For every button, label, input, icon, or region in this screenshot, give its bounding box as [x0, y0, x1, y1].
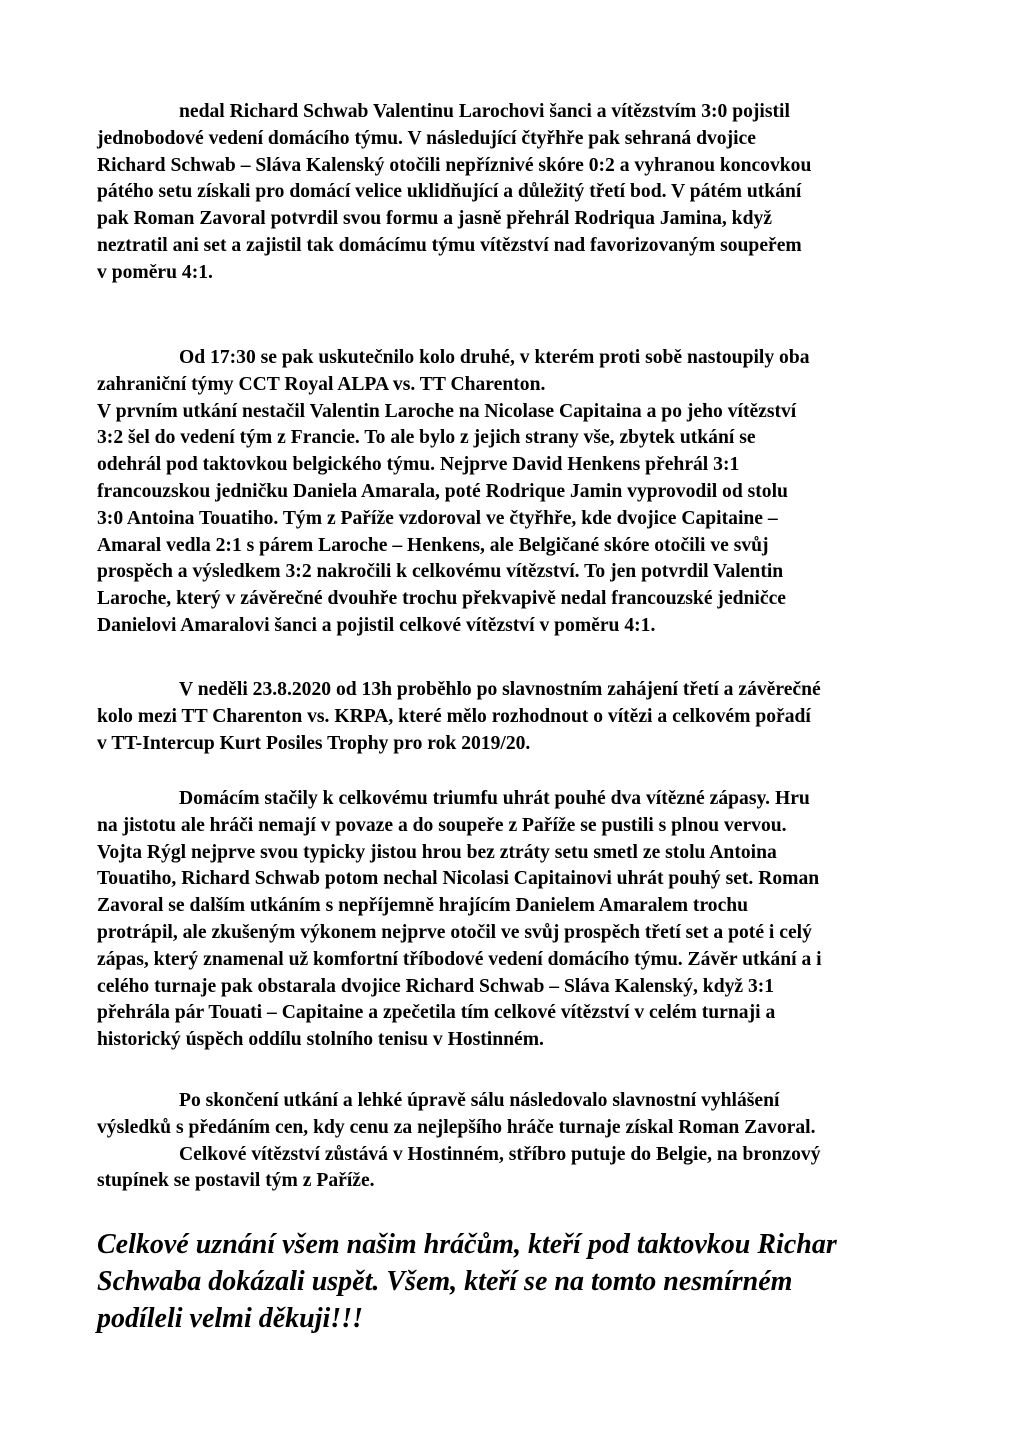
- closing-line: podíleli velmi děkuji!!!: [97, 1303, 363, 1334]
- text-line: odehrál pod taktovkou belgického týmu. Nejprve David Henkens přehrál 3:1: [97, 454, 740, 476]
- text-line: kolo mezi TT Charenton vs. KRPA, které mělo rozhodnout o vítězi a celkovém pořadí: [97, 705, 811, 727]
- text-line: Po skončení utkání a lehké úpravě sálu následovalo slavnostní vyhlášení: [179, 1090, 780, 1111]
- text-line: zápas, který znamenal už komfortní tříbodové vedení domácího týmu. Závěr utkání a i: [97, 948, 822, 970]
- text-line: přehrála pár Touati – Capitaine a zpečetila tím celkové vítězství v celém turnaji a: [97, 1002, 776, 1024]
- text-line: protrápil, ale zkušeným výkonem nejprve otočil ve svůj prospěch třetí set a poté i celý: [97, 921, 812, 943]
- text-line: Laroche, který v závěrečné dvouhře trochu překvapivě nedal francouzské jedničce: [97, 588, 786, 610]
- text-line: zahraniční týmy CCT Royal ALPA vs. TT Charenton.: [97, 373, 546, 395]
- paragraph-third-round: [97, 677, 927, 757]
- text-line: V prvním utkání nestačil Valentin Laroche na Nicolase Capitaina a po jeho vítězství: [97, 400, 797, 422]
- paragraph-awards: [97, 1088, 927, 1195]
- text-line: pátého setu získali pro domácí velice uklidňující a důležitý třetí bod. V pátém utkání: [97, 181, 802, 203]
- text-line: stupínek se postavil tým z Paříže.: [97, 1170, 375, 1192]
- text-line: francouzskou jedničku Daniela Amarala, poté Rodrique Jamin vyprovodil od stolu: [97, 480, 788, 502]
- text-line: pak Roman Zavoral potvrdil svou formu a jasně přehrál Rodriqua Jamina, když: [97, 208, 772, 230]
- closing-thanks: [97, 1226, 927, 1337]
- text-line: V neděli 23.8.2020 od 13h proběhlo po slavnostním zahájení třetí a závěrečné: [179, 679, 821, 700]
- text-line: v TT-Intercup Kurt Posiles Trophy pro rok 2019/20.: [97, 732, 531, 754]
- paragraph-final-matches: [97, 786, 927, 1054]
- text-line: Touatiho, Richard Schwab potom nechal Nicolasi Capitainovi uhrát pouhý set. Roman: [97, 868, 820, 890]
- closing-line: Schwaba dokázali uspět. Všem, kteří se na tomto nesmírném: [97, 1266, 793, 1297]
- text-line: 3:0 Antoina Touatiho. Tým z Paříže vzdoroval ve čtyřhře, kde dvojice Capitaine –: [97, 507, 778, 529]
- paragraph-second-round: [97, 345, 927, 640]
- text-line: na jistotu ale hráči nemají v povaze a do soupeře z Paříže se pustili s plnou vervou.: [97, 814, 787, 836]
- text-line: Od 17:30 se pak uskutečnilo kolo druhé, v kterém proti sobě nastoupily oba: [179, 347, 810, 368]
- text-line: historický úspěch oddílu stolního tenisu v Hostinném.: [97, 1029, 544, 1051]
- closing-line: Celkové uznání všem našim hráčům, kteří pod taktovkou Richar: [97, 1229, 837, 1260]
- text-line: Danielovi Amaralovi šanci a pojistil celkové vítězství v poměru 4:1.: [97, 614, 656, 636]
- text-line: jednobodové vedení domácího týmu. V následující čtyřhře pak sehraná dvojice: [97, 127, 756, 149]
- text-line: celého turnaje pak obstarala dvojice Richard Schwab – Sláva Kalenský, když 3:1: [97, 975, 775, 997]
- text-line: Celkové vítězství zůstává v Hostinném, stříbro putuje do Belgie, na bronzový: [179, 1143, 821, 1165]
- text-line: 3:2 šel do vedení tým z Francie. To ale bylo z jejich strany vše, zbytek utkání se: [97, 427, 756, 449]
- text-line: Richard Schwab – Sláva Kalenský otočili nepříznivé skóre 0:2 a vyhranou koncovkou: [97, 154, 812, 176]
- text-line: Amaral vedla 2:1 s párem Laroche – Henkens, ale Belgičané skóre otočili ve svůj: [97, 534, 769, 556]
- text-line: Domácím stačily k celkovému triumfu uhrát pouhé dva vítězné zápasy. Hru: [179, 788, 810, 809]
- paragraph-first-round-end: [97, 99, 927, 287]
- text-line: nedal Richard Schwab Valentinu Larochovi šanci a vítězstvím 3:0 pojistil: [179, 101, 790, 122]
- text-line: Vojta Rýgl nejprve svou typicky jistou hrou bez ztráty setu smetl ze stolu Antoina: [97, 841, 777, 863]
- text-line: neztratil ani set a zajistil tak domácímu týmu vítězství nad favorizovaným soupeřem: [97, 234, 802, 256]
- text-line: Zavoral se dalším utkáním s nepříjemně hrajícím Danielem Amaralem trochu: [97, 895, 749, 917]
- text-line: výsledků s předáním cen, kdy cenu za nejlepšího hráče turnaje získal Roman Zavoral.: [97, 1116, 816, 1138]
- text-line: v poměru 4:1.: [97, 261, 213, 283]
- text-line: prospěch a výsledkem 3:2 nakročili k celkovému vítězství. To jen potvrdil Valentin: [97, 561, 784, 583]
